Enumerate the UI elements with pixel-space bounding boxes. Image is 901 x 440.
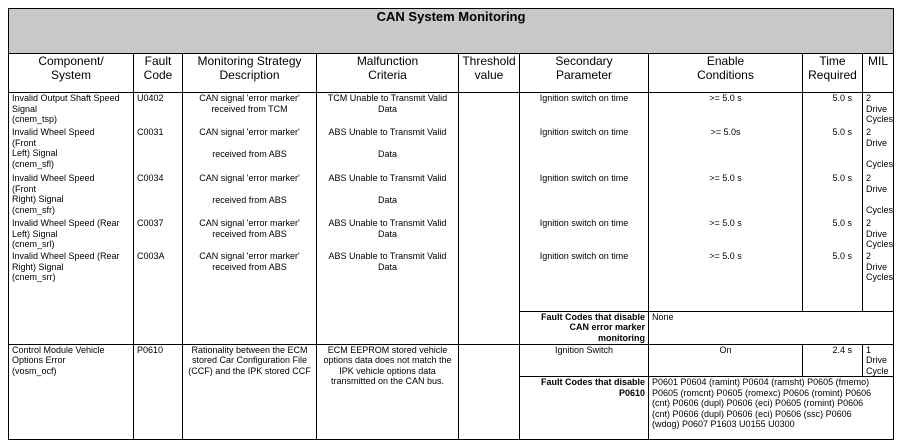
can-disable-row [9,311,894,344]
p0610-disable-value: P0601 P0604 (ramint) P0604 (ramsht) P0605 (fmemo) P0605 (romcnt) P0605 (romexc) P0606 (romint) P0606 (cnt) P0606 (dupl) P0606 (eci) P0605 (romint) P0606 (cnt) P0606 (dupl) P0606 (eci) P0606 (ssc) P0606 (wdog) P0607 P1603 U0155 U0300 [649,377,894,440]
vosm-code: P0610 [134,344,183,440]
enable-cell: >= 5.0 s >= 5.0s >= 5.0 s >= 5.0 s >= 5.0 s [649,93,803,312]
component-cell: Invalid Output Shaft Speed Signal (cnem_tsp) Invalid Wheel Speed (Front Left) Signal (cnem_sfl) Invalid Wheel Speed (Front Right) Signal (cnem_sfr) Invalid Wheel Speed (Rear Left) Signal (cnem_srl) Invalid Wheel Speed (Rear Right) Signal (cnem_srr) [9,93,134,312]
criteria-cell: TCM Unable to Transmit Valid Data ABS Unable to Transmit Valid Data ABS Unable to Transmit Valid Data ABS Unable to Transmit Valid Data ABS Unable to Transmit Valid Data [317,93,459,312]
col-header-mil: MIL [863,54,894,93]
vosm-mil: 1 Drive Cycle [863,344,894,377]
vosm-threshold [459,344,520,440]
col-header-time: Time Required [803,54,863,93]
table-title: CAN System Monitoring [9,9,894,54]
secondary-cell: Ignition switch on time Ignition switch on time Ignition switch on time Ignition switch on time Ignition switch on time [520,93,649,312]
col-header-criteria: Malfunction Criteria [317,54,459,93]
col-header-component: Component/ System [9,54,134,93]
vosm-criteria: ECM EEPROM stored vehicle options data does not match the IPK vehicle options data transmitted on the CAN bus. [317,344,459,440]
code-cell: U0402 C0031 C0034 C0037 C003A [134,93,183,312]
vosm-time: 2.4 s [803,344,863,377]
vosm-strategy: Rationality between the ECM stored Car Configuration File (CCF) and the IPK stored CCF [183,344,317,440]
col-header-strategy: Monitoring Strategy Description [183,54,317,93]
threshold-cell [459,93,520,312]
can-monitoring-table [8,8,894,440]
vosm-enable: On [649,344,803,377]
vosm-secondary: Ignition Switch [520,344,649,377]
table-row [9,344,894,377]
vosm-component: Control Module Vehicle Options Error (vosm_ocf) [9,344,134,440]
col-header-secondary: Secondary Parameter [520,54,649,93]
can-disable-label: Fault Codes that disable CAN error marker monitoring [520,311,649,344]
strategy-cell: CAN signal 'error marker' received from TCM CAN signal 'error marker' received from ABS CAN signal 'error marker' received from ABS CAN signal 'error marker' received from ABS CAN signal 'error marker' received from ABS [183,93,317,312]
mil-cell: 2 Drive Cycles 2 Drive Cycles 2 Drive Cycles 2 Drive Cycles 2 Drive Cycles [863,93,894,312]
col-header-threshold: Threshold value [459,54,520,93]
col-header-fault-code: Fault Code [134,54,183,93]
time-cell: 5.0 s 5.0 s 5.0 s 5.0 s 5.0 s [803,93,863,312]
table-row [9,93,894,312]
p0610-disable-label: Fault Codes that disable P0610 [520,377,649,440]
can-disable-value: None [649,311,894,344]
col-header-enable: Enable Conditions [649,54,803,93]
